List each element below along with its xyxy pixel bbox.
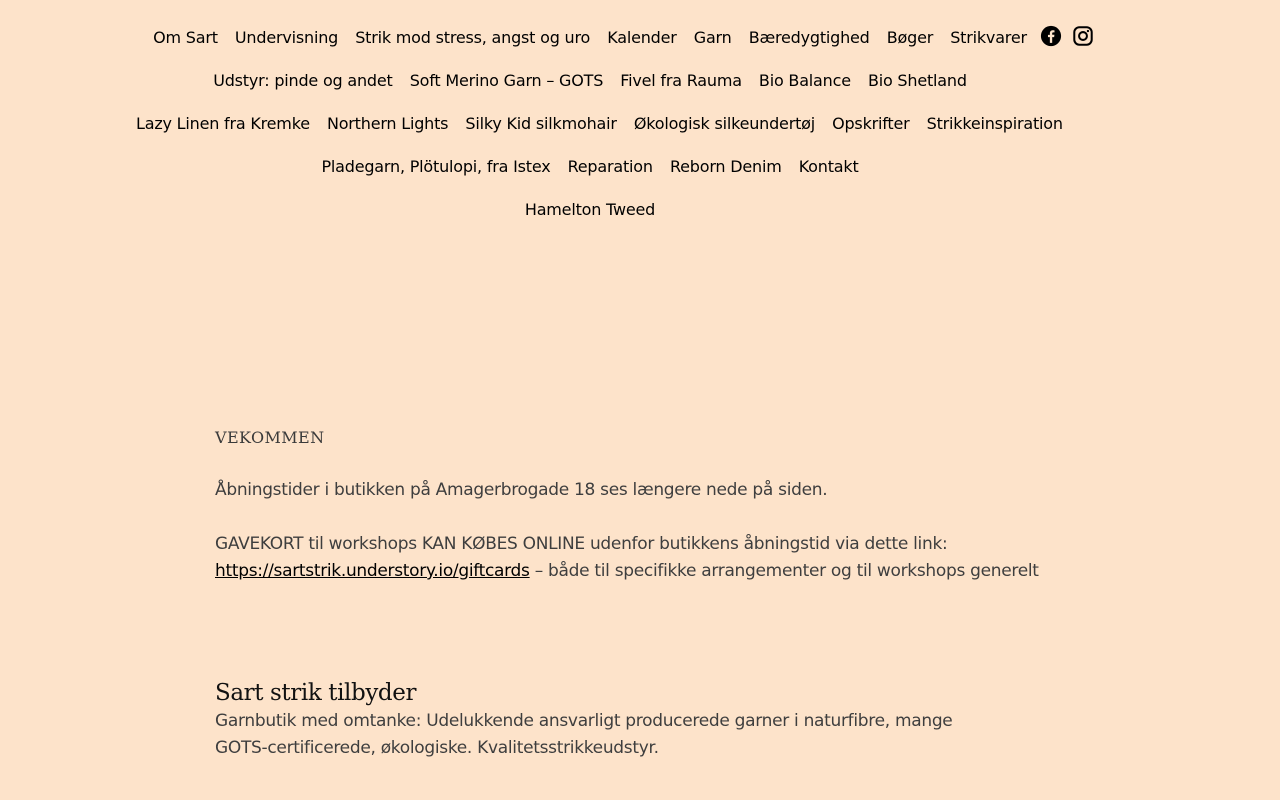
instagram-icon[interactable] (1072, 25, 1094, 47)
nav-silkeundertoej[interactable]: Økologisk silkeundertøj (633, 114, 815, 133)
nav-fivel[interactable]: Fivel fra Rauma (620, 71, 742, 90)
facebook-icon[interactable] (1040, 25, 1062, 47)
nav-reborn-denim[interactable]: Reborn Denim (669, 157, 782, 176)
nav-reparation[interactable]: Reparation (567, 157, 653, 176)
nav-row-2 (130, 59, 1050, 102)
nav-row-5 (130, 188, 1050, 231)
nav-row-3 (130, 102, 1063, 145)
nav-bio-shetland[interactable]: Bio Shetland (867, 71, 967, 90)
nav-northern-lights[interactable]: Northern Lights (326, 114, 449, 133)
nav-baeredygtighed[interactable]: Bæredygtighed (748, 28, 870, 47)
nav-om-sart[interactable]: Om Sart (153, 28, 218, 47)
nav-soft-merino[interactable]: Soft Merino Garn – GOTS (409, 71, 604, 90)
nav-kontakt[interactable]: Kontakt (798, 157, 859, 176)
nav-kalender[interactable]: Kalender (607, 28, 677, 47)
nav-undervisning[interactable]: Undervisning (234, 28, 339, 47)
nav-row-1 (130, 16, 1050, 59)
nav-lazy-linen[interactable]: Lazy Linen fra Kremke (136, 114, 310, 133)
welcome-heading: VEKOMMEN (215, 428, 325, 447)
offer-text: Garnbutik med omtanke: Udelukkende ansvarligt producerede garner i naturfibre, mange GOTS-certificerede, økologiske. Kvalitetsstrikkeudstyr. (215, 711, 953, 758)
nav-boeger[interactable]: Bøger (886, 28, 934, 47)
nav-pladegarn[interactable]: Pladegarn, Plötulopi, fra Istex (321, 157, 551, 176)
nav-strikkeinspiration[interactable]: Strikkeinspiration (926, 114, 1063, 133)
opening-hours-text: Åbningstider i butikken på Amagerbrogade 18 ses længere nede på siden. (215, 480, 828, 500)
giftcard-link[interactable]: https://sartstrik.understory.io/giftcards (215, 561, 530, 581)
nav-hamelton-tweed[interactable]: Hamelton Tweed (524, 200, 656, 219)
giftcard-suffix: – både til specifikke arrangementer og til workshops generelt (529, 561, 1039, 581)
main-content (215, 425, 1075, 762)
nav-garn[interactable]: Garn (693, 28, 732, 47)
nav-silky-kid[interactable]: Silky Kid silkmohair (465, 114, 617, 133)
social-links (1040, 25, 1094, 47)
nav-opskrifter[interactable]: Opskrifter (832, 114, 910, 133)
nav-row-4 (130, 145, 1050, 188)
giftcard-text: GAVEKORT til workshops KAN KØBES ONLINE udenfor butikkens åbningstid via dette link: (215, 534, 948, 554)
main-navigation (130, 16, 1063, 231)
nav-strikvarer[interactable]: Strikvarer (950, 28, 1027, 47)
offer-heading: Sart strik tilbyder (215, 680, 417, 706)
giftcard-paragraph (215, 558, 1075, 585)
nav-strik-mod-stress[interactable]: Strik mod stress, angst og uro (355, 28, 591, 47)
nav-udstyr[interactable]: Udstyr: pinde og andet (213, 71, 393, 90)
nav-bio-balance[interactable]: Bio Balance (758, 71, 851, 90)
